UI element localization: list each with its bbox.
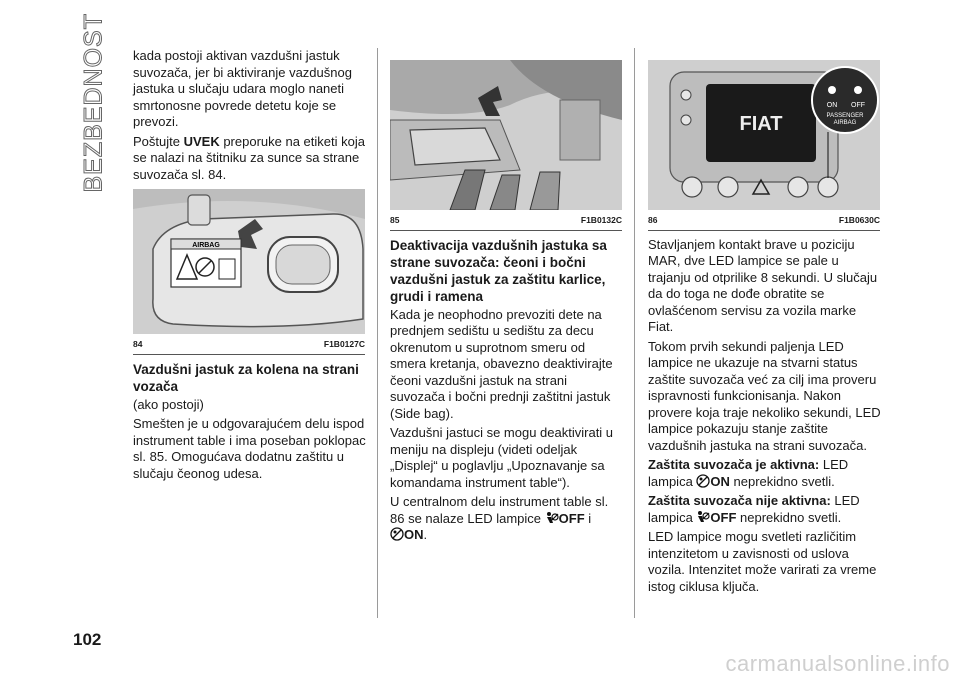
svg-text:OFF: OFF [851, 102, 865, 109]
figure-code: F1B0630C [838, 215, 880, 225]
figure-85 [390, 60, 622, 231]
figure-number: 86 [648, 215, 658, 225]
column-divider [634, 48, 635, 618]
column-3 [648, 60, 882, 598]
page-number: 102 [73, 630, 102, 649]
paragraph: Smešten je u odgovarajućem delu ispod instrument table i ima poseban poklopac sl. 85. Omogućava dodatnu zaštitu u slučaju čeonog udesa. [133, 416, 366, 481]
paragraph: Vazdušni jastuci se mogu deaktivirati u meniju na displeju (videti odeljak „Displej“ u poglavlju „Upoznavanje sa komandama instrument table“). [390, 425, 614, 490]
dashboard-panel-illustration [648, 60, 880, 210]
paragraph: Stavljanjem kontakt brave u poziciju MAR, dve LED lampice se pale u trajanju od otprilike 8 sekundi. U slučaju da do toga ne dođe obratite se ovlašćenom servisu za vozila marke Fiat. [648, 236, 878, 334]
paragraph: Poštujte UVEK preporuke na etiketi koja se nalazi na štitniku za sunce sa strane suvozača sl. 84. [133, 133, 365, 182]
svg-text:AIRBAG: AIRBAG [833, 120, 857, 126]
passenger-airbag-off-icon [696, 510, 710, 524]
watermark: carmanualsonline.info [725, 651, 950, 676]
section-title-text: BEZBEDNOST [79, 13, 108, 193]
heading: Vazdušni jastuk za kolena na strani vozača [133, 361, 359, 394]
heading: Deaktivacija vazdušnih jastuka sa strane suvozača: čeoni i bočni vazdušni jastuk za zaštitu karlice, grudi i ramena [390, 237, 607, 304]
knee-airbag-illustration [390, 60, 622, 210]
svg-text:PASSENGER: PASSENGER [826, 113, 864, 119]
figure-code: F1B0127C [323, 339, 365, 349]
section-title [74, 13, 114, 198]
passenger-airbag-on-icon [696, 474, 710, 488]
paragraph: (ako postoji) [133, 396, 204, 412]
paragraph: kada postoji aktivan vazdušni jastuk suvozača, jer bi aktiviranje vazdušnog jastuka u slučaju udara moglo naneti smrtonosne povrede detetu koje se prevozi. [133, 48, 352, 129]
figure-number: 84 [133, 339, 143, 349]
figure-86 [648, 60, 880, 231]
paragraph: Zaštita suvozača je aktivna: LED lampica ON neprekidno svetli. [648, 457, 849, 489]
paragraph: Tokom prvih sekundi paljenja LED lampice ne ukazuje na stvarni status zaštite suvozača već za cilj ima proveru ispravnosti funkcionisanja. Nakon provere koja traje nekoliko sekundi, LED lampice pokazuju stanje zaštite vazdušnih jastuka na strani suvozača. [648, 338, 881, 453]
svg-text:AIRBAG: AIRBAG [192, 242, 220, 249]
passenger-airbag-on-icon [390, 527, 404, 541]
paragraph: U centralnom delu instrument table sl. 86 se nalaze LED lampice OFF i ON. [390, 494, 609, 542]
passenger-airbag-off-icon [545, 511, 559, 525]
paragraph: Zaštita suvozača nije aktivna: LED lampica OFF neprekidno svetli. [648, 493, 860, 525]
emphasis: UVEK [183, 133, 220, 149]
figure-84 [133, 189, 365, 355]
paragraph: LED lampice mogu svetleti različitim intenzitetom u zavisnosti od uslova vozila. Intenzitet može varirati za vreme istog ciklusa ključa. [648, 529, 877, 594]
paragraph: Kada je neophodno prevoziti dete na prednjem sedištu u sedištu za decu okrenutom u suprotnom smeru od smera kretanja, obavezno deaktivirajte čeoni vazdušni jastuk na strani suvozača i bočni prednji zaštitni jastuk (Side bag). [390, 306, 613, 421]
column-2 [390, 60, 624, 547]
svg-text:ON: ON [826, 102, 838, 109]
svg-text:FIAT: FIAT [739, 113, 783, 135]
column-divider [377, 48, 378, 618]
figure-number: 85 [390, 215, 400, 225]
sun-visor-illustration [133, 189, 365, 334]
figure-code: F1B0132C [580, 215, 622, 225]
column-1 [133, 48, 367, 485]
